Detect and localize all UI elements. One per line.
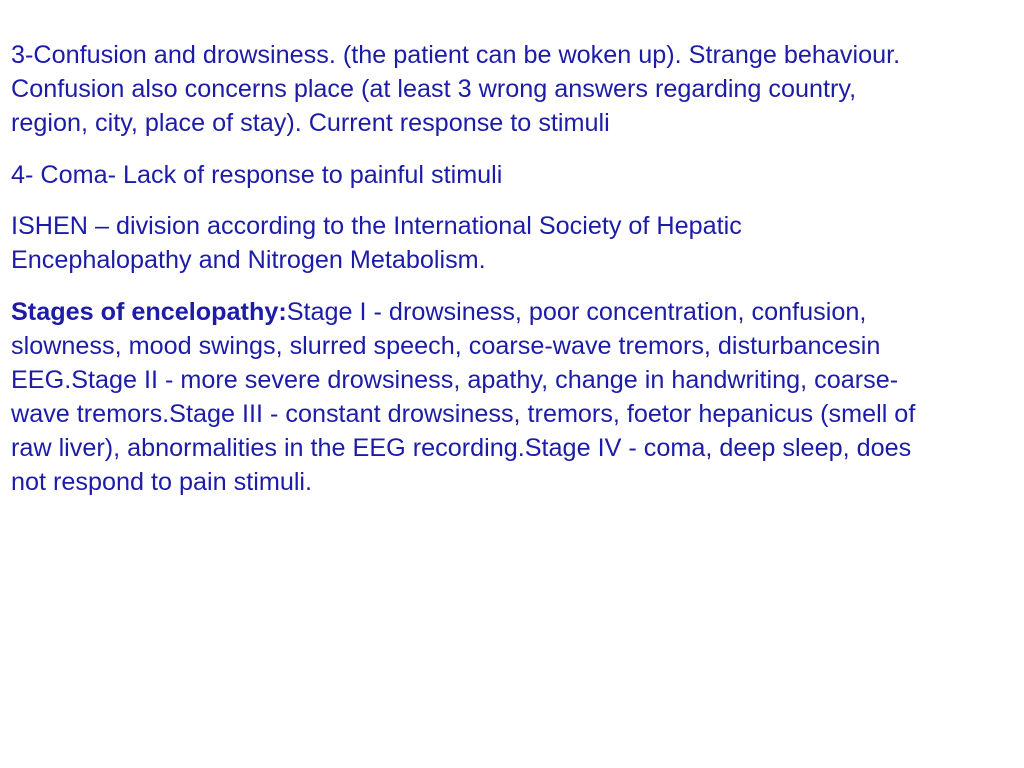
paragraph-ishen-definition: ISHEN – division according to the International Society of Hepatic Encephalopathy and Nitrogen Metabolism. (11, 212, 742, 274)
stages-description: Stage I - drowsiness, poor concentration, confusion, slowness, mood swings, slurred speech, coarse-wave tremors, disturbancesin EEG.Stage II - more severe drowsiness, apathy, change in handwriting, coarse-wave tremors.Stage III - constant drowsiness, tremors, foetor hepanicus (smell of raw liver), abnormalities in the EEG recording.Stage IV - coma, deep sleep, does not respond to pain stimuli. (11, 298, 916, 496)
paragraph-encephalopathy-stages (11, 295, 923, 499)
slide-content (11, 38, 1001, 517)
stages-heading: Stages of encelopathy: (11, 298, 287, 326)
paragraph-coma-stage: 4- Coma- Lack of response to painful stimuli (11, 161, 503, 189)
paragraph-confusion-stage: 3-Confusion and drowsiness. (the patient can be woken up). Strange behaviour. Confusion also concerns place (at least 3 wrong answers regarding country, region, city, place of stay). Current response to stimuli (11, 41, 901, 137)
